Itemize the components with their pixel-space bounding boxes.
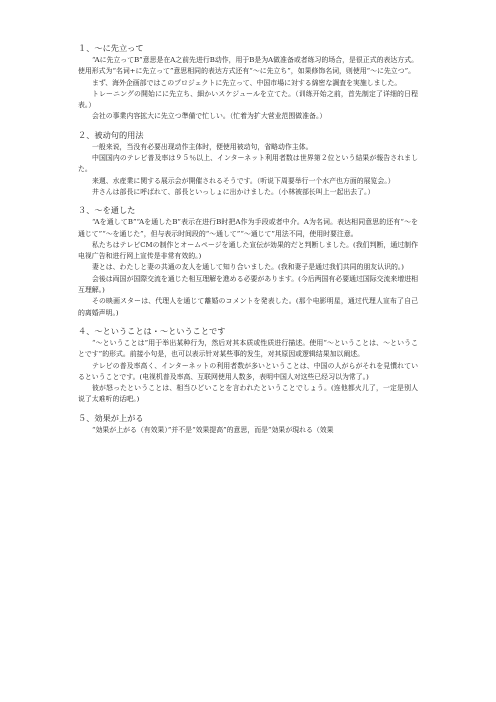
section-heading: ２、被动句的用法 (78, 129, 144, 140)
section-5 (78, 412, 418, 436)
section-heading: ４、～ということは・～ということです (78, 325, 226, 336)
paragraph: “～ということは”用于举出某种行为，然后对其本质或性质进行描述。使用“～ということは、～ということです”的形式。前接小句是，也可以表示针对某些事的发生，对其原因或逻辑结果加以阐述。 (78, 338, 418, 359)
paragraph: 来週、水産業に関する展示会が開催されるそうです。（听说下周要举行一个水产也方面的展览会。） (92, 176, 395, 185)
paragraph: 井さんは部長に呼ばれて、部長といっしょに出かけました。（小林被部长叫上一起出去了。） (92, 187, 375, 196)
section-3 (78, 204, 418, 319)
paragraph: “効果が上がる（有效果）”并不是“效果提高”的意思，而是“効果が現れる（效果 (92, 425, 334, 434)
paragraph: “Aに先立ってB”意思是在A之前先进行B动作，用于B是为A做准备或者练习的场合，是很正式的表达方式。使用形式为“名词+に先立って”意思相同的表达方式还有“～に先立ち”，如果修饰名词，则使用“～に先立つ”。 (78, 56, 418, 76)
section-4 (78, 325, 418, 406)
paragraph: “Aを通してB”“Aを通したB”表示在进行B时把A作为手段或者中介。A为名词。表达相同意思的还有“～を通じて”“～を通じた”，但与表示时间段的“～通して”“～通じて”用法不同，使用时要注意。 (78, 218, 418, 238)
paragraph: 彼が怒ったということは、相当ひどいことを言われたということでしょう。(连他都火儿了，一定是别人说了太难听的话吧。) (78, 384, 418, 404)
paragraph: トレーニングの開始にに先立ち、細かいスケジュールを立てた。（训练开始之前，首先制定了详细的日程表。） (78, 89, 418, 110)
paragraph: その映画スターは、代理人を通じて離婚のコメントを発表した。(那个电影明星，通过代理人宣布了自己的离婚声明。) (78, 297, 418, 317)
paragraph: 一般来说，当没有必要出现动作主体时，便使用被动句，省略动作主体。 (92, 142, 313, 151)
paragraph: 妻とは、わたしと妻の共通の友人を通して知り合いました。(我和妻子是通过我们共同的朋友认识的。) (92, 263, 405, 272)
section-heading: ３、～を通した (78, 205, 136, 216)
section-heading: ５、効果が上がる (78, 412, 144, 423)
paragraph: 中国国内のテレビ普及率は９５％以上、インターネット利用者数は世界第２位という結果が報告されました。 (78, 154, 418, 174)
paragraph: 私たちはテレビCMの制作とオームページを通した宣伝が効果的だと判断しました。(我们判断，通过制作电视广告和进行网上宣传是非常有效的。) (78, 240, 418, 261)
paragraph: 会後は両国が国際交流を通じた相互理解を進める必要があります。(今后两国有必要通过国际交流来增进相互理解。) (78, 274, 418, 295)
section-2 (78, 129, 418, 198)
paragraph: まず、海外企画部ではこのプロジェクトに先立って、中国市場に対する綿密な調査を実施しました。 (92, 78, 402, 87)
paragraph: 会社の事業内容拡大に先立つ準備で忙しい。（忙着为扩大营业范围做准备。） (92, 112, 327, 121)
section-1 (78, 42, 418, 123)
section-heading: １、～に先立って (78, 43, 144, 53)
paragraph: テレビの普及率高く、インターネットの利用者数が多いということは、中国の人がらがそれを見慣れているということです。(电视机普及率高、互联网使用人数多，表明中国人对这些已经习以为常了。) (78, 361, 418, 381)
